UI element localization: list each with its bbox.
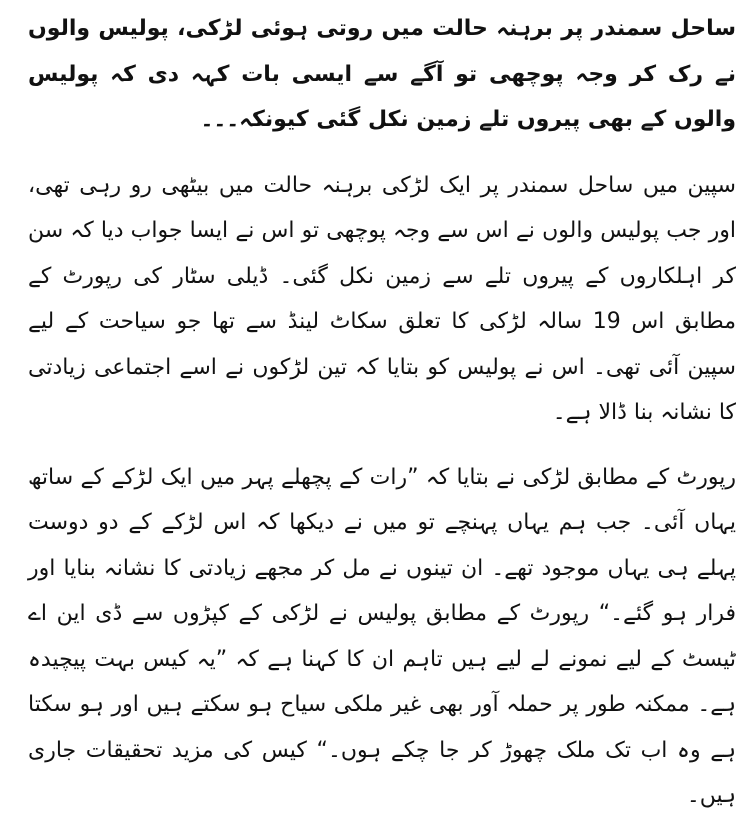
article-lead-paragraph: ساحل سمندر پر برہنہ حالت میں روتی ہوئی لڑکی، پولیس والوں نے رک کر وجہ پوچھی تو آگے سے ایسی بات کہہ دی کہ پولیس والوں کے بھی پیروں تلے زمین نکل گئی کیونکہ۔۔۔ (28, 16, 736, 132)
article-paragraph: سپین میں ساحل سمندر پر ایک لڑکی برہنہ حالت میں بیٹھی رو رہی تھی، اور جب پولیس والوں نے اس سے وجہ پوچھی تو اس نے ایسا جواب دیا کہ سن کر اہلکاروں کے پیروں تلے سے زمین نکل گئی۔ ڈیلی سٹار کی رپورٹ کے مطابق اس 19 سالہ لڑکی کا تعلق سکاٹ لینڈ سے تھا جو سیاحت کے لیے سپین آئی تھی۔ اس نے پولیس کو بتایا کہ تین لڑکوں نے اسے اجتماعی زیادتی کا نشانہ بنا ڈالا ہے۔ (28, 172, 737, 425)
article-body (28, 6, 736, 819)
article-paragraph: رپورٹ کے مطابق لڑکی نے بتایا کہ ”رات کے پچھلے پہر میں ایک لڑکے کے ساتھ یہاں آئی۔ جب ہم یہاں پہنچے تو میں نے دیکھا کہ اس لڑکے کے دو دوست پہلے ہی یہاں موجود تھے۔ ان تینوں نے مل کر مجھے زیادتی کا نشانہ بنایا اور فرار ہو گئے۔“ رپورٹ کے مطابق پولیس نے لڑکی کے کپڑوں سے ڈی این اے ٹیسٹ کے لیے نمونے لے لیے ہیں تاہم ان کا کہنا ہے کہ ”یہ کیس بہت پیچیدہ ہے۔ ممکنہ طور پر حملہ آور بھی غیر ملکی سیاح ہو سکتے ہیں اور ہو سکتا ہے وہ اب تک ملک چھوڑ کر جا چکے ہوں۔“ کیس کی مزید تحقیقات جاری ہیں۔ (28, 464, 736, 808)
